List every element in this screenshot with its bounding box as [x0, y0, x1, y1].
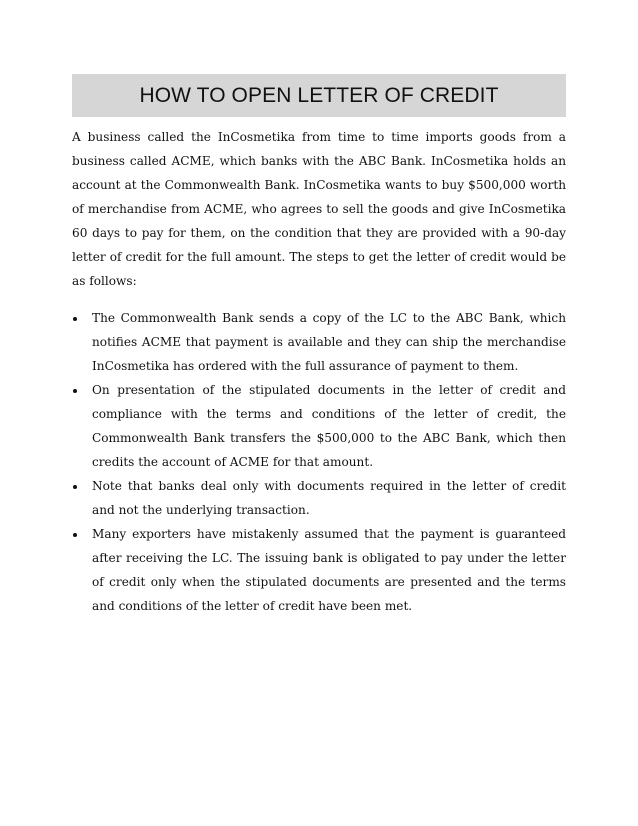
page-title: HOW TO OPEN LETTER OF CREDIT	[139, 83, 499, 107]
bullet-text: On presentation of the stipulated documents in the letter of credit and compliance with the terms and conditions of the letter of credit, the Commonwealth Bank transfers the $500,000 to the ABC Bank, which then credits the account of ACME for that amount.	[92, 383, 566, 469]
intro-paragraph: A business called the InCosmetika from time to time imports goods from a business called ACME, which banks with the ABC Bank. InCosmetika holds an account at the Commonwealth Bank. InCosmetika wants to buy $500,000 worth of merchandise from ACME, who agrees to sell the goods and give InCosmetika 60 days to pay for them, on the condition that they are provided with a 90-day letter of credit for the full amount. The steps to get the letter of credit would be as follows:	[72, 130, 566, 288]
bullet-item	[72, 306, 566, 378]
bullet-dot-icon	[73, 533, 77, 537]
title-bar	[72, 74, 566, 117]
bullet-text: The Commonwealth Bank sends a copy of the LC to the ABC Bank, which notifies ACME that payment is available and they can ship the merchandise InCosmetika has ordered with the full assurance of payment to them.	[92, 311, 566, 373]
bullet-text: Note that banks deal only with documents required in the letter of credit and not the underlying transaction.	[92, 479, 566, 517]
bullet-item	[72, 522, 566, 618]
bullet-dot-icon	[73, 485, 77, 489]
document-page	[72, 74, 566, 618]
bullet-dot-icon	[73, 317, 77, 321]
bullet-text: Many exporters have mistakenly assumed that the payment is guaranteed after receiving the LC. The issuing bank is obligated to pay under the letter of credit only when the stipulated documents are presented and the terms and conditions of the letter of credit have been met.	[92, 527, 566, 613]
bullet-item	[72, 378, 566, 474]
bullet-item	[72, 474, 566, 522]
bullet-list	[72, 306, 566, 618]
bullet-dot-icon	[73, 389, 77, 393]
